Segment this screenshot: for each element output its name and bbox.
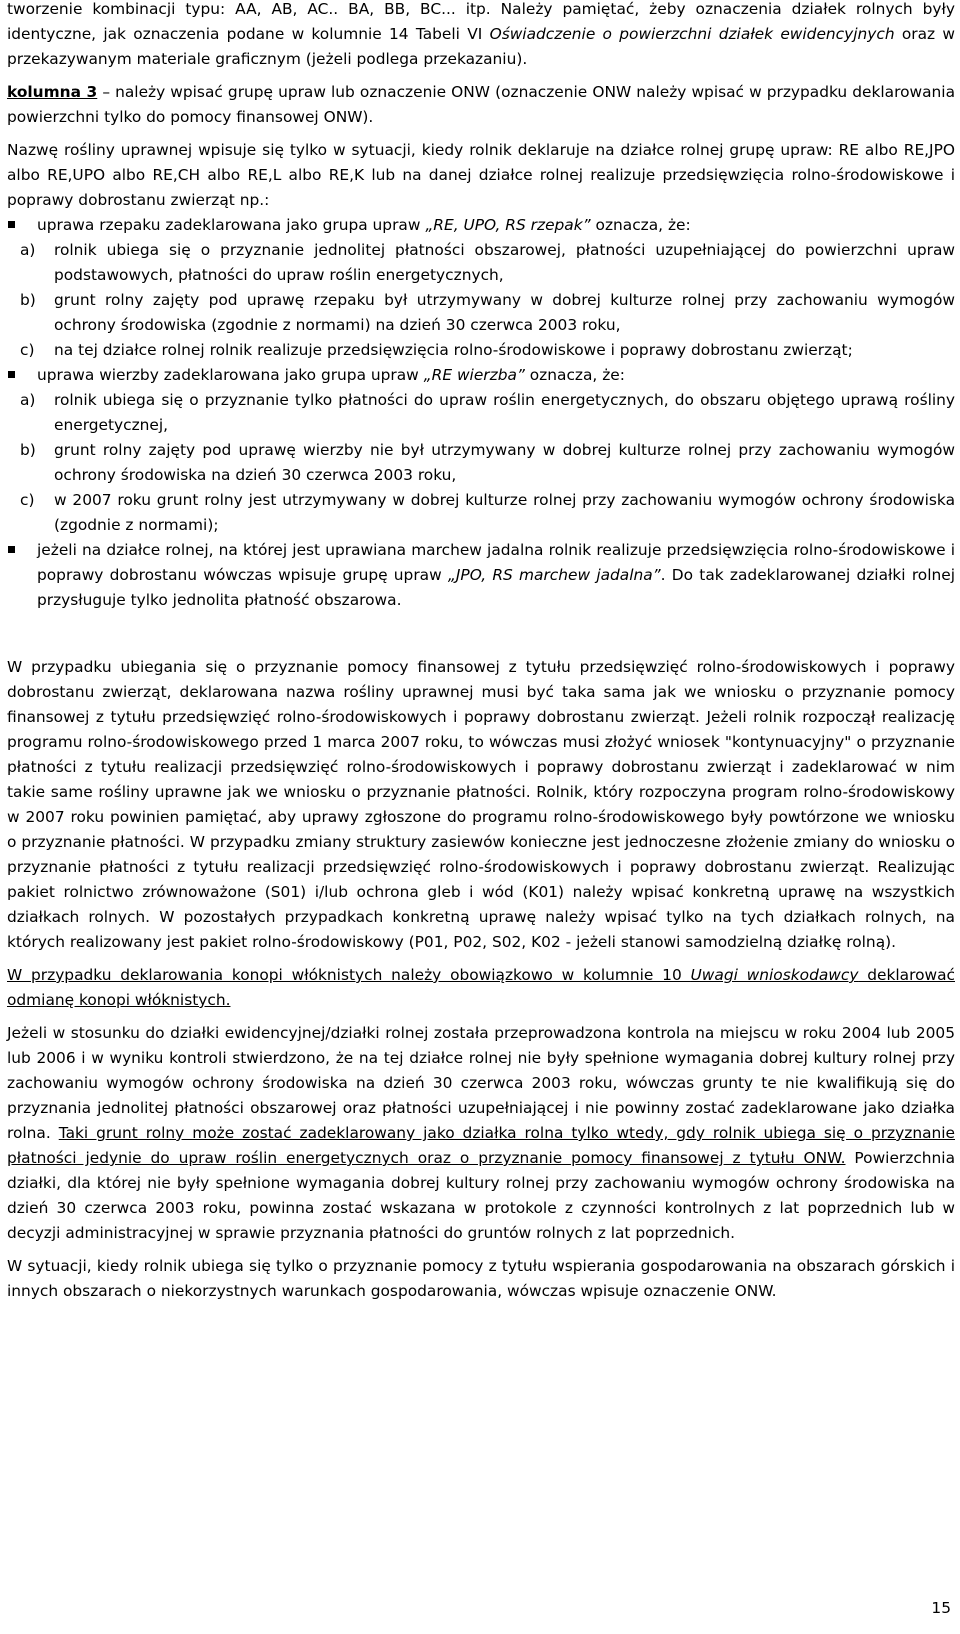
list-item: c) w 2007 roku grunt rolny jest utrzymywany w dobrej kulturze rolnej przy zachowaniu wymogów ochrony środowiska (zgodnie z normami); xyxy=(20,491,955,534)
list-item: b) grunt rolny zajęty pod uprawę wierzby nie był utrzymywany w dobrej kulturze rolnej przy zachowaniu wymogów ochrony środowiska na dzień 30 czerwca 2003 roku, xyxy=(20,441,955,484)
paragraph-combinations: tworzenie kombinacji typu: AA, AB, AC.. BA, BB, BC... itp. Należy pamiętać, żeby oznaczenia działek rolnych były identyczne, jak oznaczenia podane w kolumnie 14 Tabeli VI Oświadczenie o powierzchni działek ewidencyjnych oraz w przekazywanym materiale graficznym (jeżeli podlega przekazaniu). xyxy=(7,0,955,68)
italic-crop-group: „JPO, RS marchew jadalna” xyxy=(447,566,661,584)
italic-column-title: Uwagi wnioskodawcy xyxy=(690,966,859,984)
italic-crop-group: „RE wierzba” xyxy=(423,366,525,384)
column-3-label: kolumna 3 xyxy=(7,83,98,101)
italic-crop-group: „RE, UPO, RS rzepak” xyxy=(425,216,591,234)
paragraph-column-3: kolumna 3 – należy wpisać grupę upraw lub oznaczenie ONW (oznaczenie ONW należy wpisać w przypadku deklarowania powierzchni tylko do pomocy finansowej ONW). xyxy=(7,83,956,126)
list-item: a) rolnik ubiega się o przyznanie jednolitej płatności obszarowej, płatności uzupełniającej do powierzchni upraw podstawowych, płatności do upraw roślin energetycznych, xyxy=(20,241,955,284)
paragraph-control: Jeżeli w stosunku do działki ewidencyjnej/działki rolnej została przeprowadzona kontrola na miejscu w roku 2004 lub 2005 lub 2006 i w wyniku kontroli stwierdzono, że na tej działce rolnej nie były spełnione wymagania dobrej kultury rolnej przy zachowaniu wymogów ochrony środowiska na dzień 30 czerwca 2003 roku, wówczas grunty te nie kwalifikują się do przyznania jednolitej płatności obszarowej oraz płatności uzupełniającej i nie powinny zostać zadeklarowane jako działka rolna. Taki grunt rolny może zostać zadeklarowany jako działka rolna tylko wtedy, gdy rolnik ubiega się o przyznanie płatności jedynie do upraw roślin energetycznych oraz o przyznanie pomocy finansowej z tytułu ONW. Powierzchnia działki, dla której nie były spełnione wymagania dobrej kultury rolnej przy zachowaniu wymogów ochrony środowiska na dzień 30 czerwca 2003 roku, powinna zostać wskazana w protokole z czynności kontrolnych z lat poprzednich lub w decyzji administracyjnej w sprawie przyznania płatności do gruntów rolnych z lat poprzednich. xyxy=(7,1024,955,1242)
document-page xyxy=(7,0,955,1304)
underlined-note: Taki grunt rolny może zostać zadeklarowany jako działka rolna tylko wtedy, gdy rolnik ubiega się o przyznanie płatności jedynie do upraw roślin energetycznych oraz o przyznanie pomocy finansowej z tytułu ONW. xyxy=(7,1124,955,1167)
list-item: b) grunt rolny zajęty pod uprawę rzepaku był utrzymywany w dobrej kulturze rolnej przy zachowaniu wymogów ochrony środowiska (zgodnie z normami) na dzień 30 czerwca 2003 roku, xyxy=(20,291,955,334)
bullet-rapeseed: uprawa rzepaku zadeklarowana jako grupa upraw „RE, UPO, RS rzepak” oznacza, że: xyxy=(7,213,955,238)
bullet-carrot: jeżeli na działce rolnej, na której jest uprawiana marchew jadalna rolnik realizuje przedsięwzięcia rolno-środowiskowe i poprawy dobrostanu wówczas wpisuje grupę upraw „JPO, RS marchew jadalna”. Do tak zadeklarowanej działki rolnej przysługuje tylko jednolita płatność obszarowa. xyxy=(7,538,955,613)
paragraph-crop-name: Nazwę rośliny uprawnej wpisuje się tylko w sytuacji, kiedy rolnik deklaruje na działce rolnej grupę upraw: RE albo RE,JPO albo RE,UPO albo RE,CH albo RE,L albo RE,K lub na danej działce rolnej realizuje przedsięwzięcia rolno-środowiskowe i poprawy dobrostanu zwierząt np.: xyxy=(7,141,955,209)
list-item: a) rolnik ubiega się o przyznanie tylko płatności do upraw roślin energetycznych, do obszaru objętego uprawą rośliny energetycznej, xyxy=(20,391,955,434)
italic-form-title: Oświadczenie o powierzchni działek ewidencyjnych xyxy=(489,25,895,43)
paragraph-onw: W sytuacji, kiedy rolnik ubiega się tylko o przyznanie pomocy z tytułu wspierania gospodarowania na obszarach górskich i innych obszarach o niekorzystnych warunkach gospodarowania, wówczas wpisuje oznaczenie ONW. xyxy=(7,1257,955,1300)
bullet-willow: uprawa wierzby zadeklarowana jako grupa upraw „RE wierzba” oznacza, że: xyxy=(7,363,955,388)
paragraph-agri-environment: W przypadku ubiegania się o przyznanie pomocy finansowej z tytułu przedsięwzięć rolno-środowiskowych i poprawy dobrostanu zwierząt, deklarowana nazwa rośliny uprawnej musi być taka sama jak we wniosku o przyznanie pomocy finansowej z tytułu przedsięwzięć rolno-środowiskowych i poprawy dobrostanu zwierząt. Jeżeli rolnik rozpoczął realizację programu rolno-środowiskowego przed 1 marca 2007 roku, to wówczas musi złożyć wniosek "kontynuacyjny" o przyznanie płatności z tytułu realizacji przedsięwzięć rolno-środowiskowych i poprawy dobrostanu zwierząt i zadeklarować w nim takie same rośliny uprawne jak we wniosku o przyznanie płatności. Rolnik, który rozpoczyna program rolno-środowiskowy w 2007 roku powinien pamiętać, aby uprawy zgłoszone do programu rolno-środowiskowego były powtórzone we wniosku o przyznanie płatności. W przypadku zmiany struktury zasiewów konieczne jest jednoczesne złożenie zmiany do wniosku o przyznanie płatności z tytułu realizacji przedsięwzięć rolno-środowiskowych i poprawy dobrostanu zwierząt. Realizując pakiet rolnictwo zrównoważone (S01) i/lub ochrona gleb i wód (K01) należy wpisać konkretną uprawę na wszystkich działkach rolnych. W pozostałych przypadkach konkretną uprawę należy wpisać tylko na tych działkach rolnych, na których realizowany jest pakiet rolno-środowiskowy (P01, P02, S02, K02 - jeżeli stanowi samodzielną działkę rolną). xyxy=(7,658,955,951)
list-item: c) na tej działce rolnej rolnik realizuje przedsięwzięcia rolno-środowiskowe i poprawy dobrostanu zwierząt; xyxy=(20,341,853,359)
paragraph-hemp: W przypadku deklarowania konopi włóknistych należy obowiązkowo w kolumnie 10 Uwagi wnioskodawcy deklarować odmianę konopi włóknistych. xyxy=(7,966,955,1009)
page-number: 15 xyxy=(931,1599,951,1617)
